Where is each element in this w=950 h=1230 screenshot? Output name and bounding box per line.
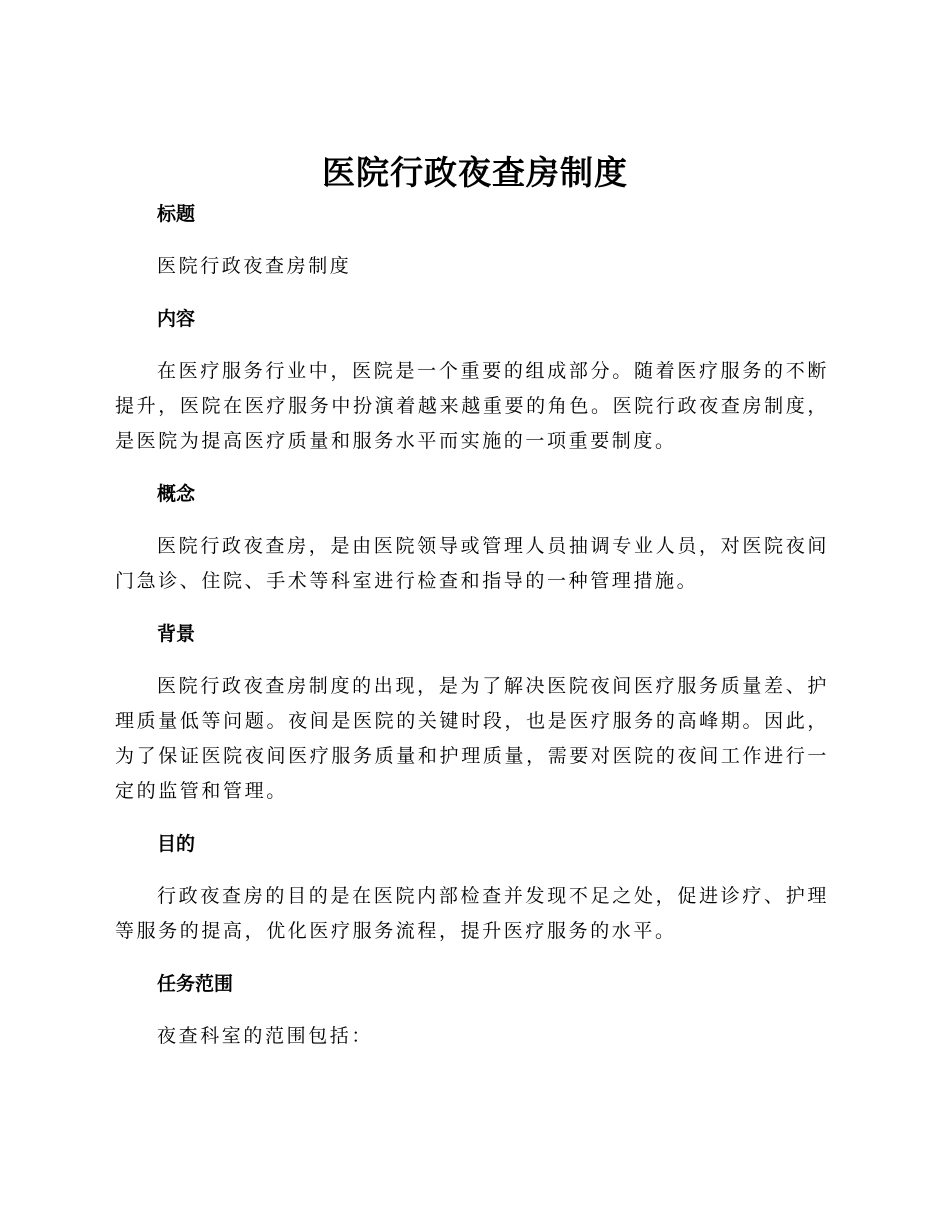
- section-content: [115, 301, 829, 476]
- section-heading: 背景: [157, 623, 196, 645]
- section-heading: 任务范围: [157, 973, 234, 995]
- section-heading: 概念: [157, 483, 196, 505]
- section-paragraph: 医院行政夜查房，是由医院领导或管理人员抽调专业人员，对医院夜间门急诊、住院、手术等科室进行检查和指导的一种管理措施。: [115, 535, 829, 592]
- section-paragraph: 医院行政夜查房制度的出现，是为了解决医院夜间医疗服务质量差、护理质量低等问题。夜间是医院的关键时段，也是医疗服务的高峰期。因此，为了保证医院夜间医疗服务质量和护理质量，需要对医院的夜间工作进行一定的监管和管理。: [115, 675, 829, 802]
- section-paragraph: 夜查科室的范围包括：: [157, 1025, 374, 1047]
- section-heading: 标题: [157, 203, 196, 225]
- section-paragraph: 医院行政夜查房制度: [157, 255, 352, 277]
- section-concept: [115, 476, 829, 616]
- section-background: [115, 616, 829, 826]
- section-paragraph: 在医疗服务行业中，医院是一个重要的组成部分。随着医疗服务的不断提升，医院在医疗服务中扮演着越来越重要的角色。医院行政夜查房制度，是医院为提高医疗质量和服务水平而实施的一项重要制度。: [115, 360, 829, 452]
- section-heading: 目的: [157, 833, 196, 855]
- section-heading: 内容: [157, 308, 196, 330]
- document-body: [115, 196, 829, 1054]
- section-title: [115, 196, 829, 301]
- section-scope: [115, 966, 829, 1054]
- document-title: 医院行政夜查房制度: [322, 153, 628, 192]
- section-paragraph: 行政夜查房的目的是在医院内部检查并发现不足之处，促进诊疗、护理等服务的提高，优化医疗服务流程，提升医疗服务的水平。: [115, 885, 829, 942]
- section-purpose: [115, 826, 829, 966]
